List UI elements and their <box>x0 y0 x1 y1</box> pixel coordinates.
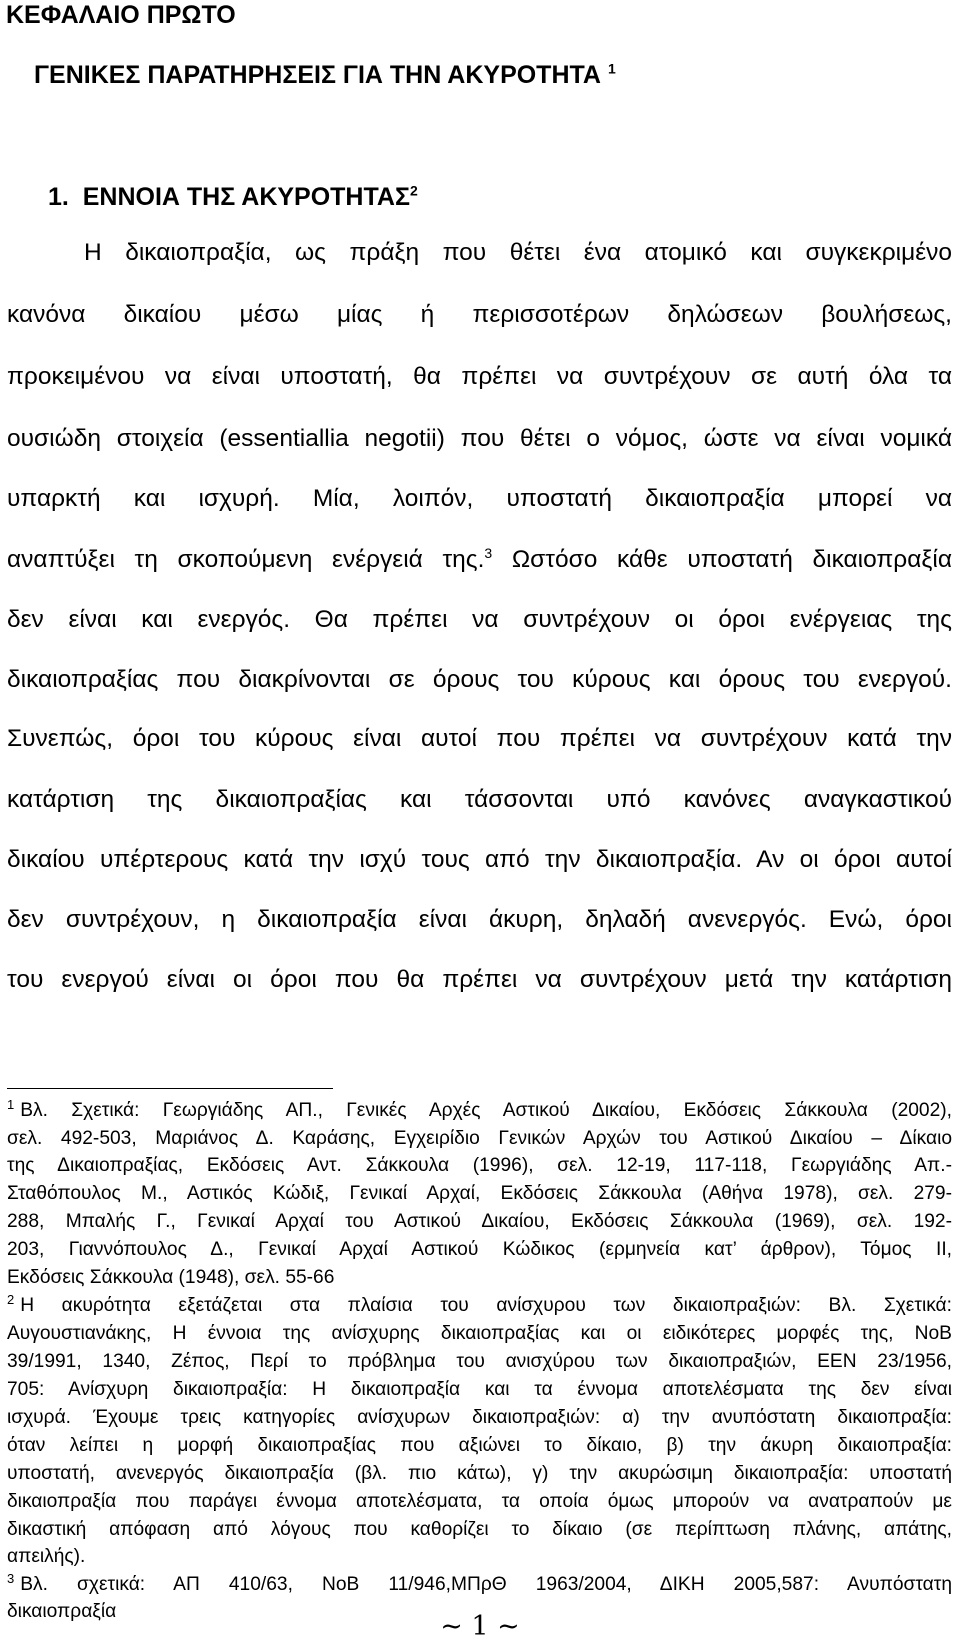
body-line: του ενεργού είναι οι όροι που θα πρέπει να συντρέχουν μετά την κατάρτιση <box>7 966 952 993</box>
page-number: ~ 1 ~ <box>440 1611 520 1642</box>
body-line: δικαίου υπέρτερους κατά την ισχύ τους από την δικαιοπραξία. Αν οι όροι αυτοί <box>7 846 952 873</box>
body-line: ουσιώδη στοιχεία (essentiallia negotii) που θέτει ο νόμος, ώστε να είναι νομικά <box>7 425 952 452</box>
body-line: δεν συντρέχουν, η δικαιοπραξία είναι άκυρη, δηλαδή ανενεργός. Ενώ, όροι <box>7 906 952 933</box>
footnote-ref-3[interactable]: 3 <box>484 544 493 561</box>
footnote-2-line: όταν λείπει η μορφή δικαιοπραξίας που αξιώνει το δίκαιο, β) την άκυρη δικαιοπραξία: <box>7 1435 952 1456</box>
footnote-3-line: $^3$ Βλ. σχετικά: ΑΠ 410/63, ΝοΒ 11/946,ΜΠρΘ 1963/2004, ΔΙΚΗ 2005,587: Ανυπόστατη <box>7 1570 952 1595</box>
body-line: υπαρκτή και ισχυρή. Μία, λοιπόν, υποστατή δικαιοπραξία μπορεί να <box>7 485 952 512</box>
footnote-1-line: σελ. 492-503, Μαριάνος Δ. Καράσης, Εγχειρίδιο Γενικών Αρχών του Αστικού Δικαίου – Δίκαιο <box>7 1128 952 1149</box>
footnote-number: 3 <box>7 1570 15 1586</box>
footnote-1-line: Εκδόσεις Σάκκουλα (1948), σελ. 55-66 <box>7 1267 335 1288</box>
footnote-number: 2 <box>7 1291 15 1307</box>
section-title: ΓΕΝΙΚΕΣ ΠΑΡΑΤΗΡΗΣΕΙΣ ΓΙΑ ΤΗΝ ΑΚΥΡΟΤΗΤΑ $^1$ <box>34 60 616 89</box>
footnote-number: 1 <box>7 1096 15 1112</box>
footnote-ref-2[interactable]: 2 <box>409 182 418 199</box>
subsection-title: 1. ΕΝΝΟΙΑ ΤΗΣ ΑΚΥΡΟΤΗΤΑΣ$^2$ <box>48 182 418 211</box>
body-line: προκειμένου να είναι υποστατή, θα πρέπει να συντρέχουν σε αυτή όλα τα <box>7 363 952 390</box>
footnote-2-line: απειλής). <box>7 1546 86 1567</box>
body-line: δεν είναι και ενεργός. Θα πρέπει να συντρέχουν οι όροι ενέργειας της <box>7 606 952 633</box>
footnote-1-line: Σταθόπουλος Μ., Αστικός Κώδιξ, Γενικαί Αρχαί, Εκδόσεις Σάκκουλα (Αθήνα 1978), σελ. 279- <box>7 1183 952 1204</box>
body-line: Συνεπώς, όροι του κύρους είναι αυτοί που πρέπει να συντρέχουν κατά την <box>7 725 952 752</box>
footnote-separator <box>7 1088 333 1089</box>
footnote-1-line: 203, Γιαννόπουλος Δ., Γενικαί Αρχαί Αστικού Κώδικος (ερμηνεία κατ’ άρθρον), Τόμος ΙΙ, <box>7 1239 952 1260</box>
footnote-1-line: 288, Μπαλής Γ., Γενικαί Αρχαί του Αστικού Δικαίου, Εκδόσεις Σάκκουλα (1969), σελ. 192- <box>7 1211 952 1232</box>
body-line: κατάρτιση της δικαιοπραξίας και τάσσονται υπό κανόνες αναγκαστικού <box>7 786 952 813</box>
footnote-1-line: της Δικαιοπραξίας, Εκδόσεις Αντ. Σάκκουλα (1996), σελ. 12-19, 117-118, Γεωργιάδης Απ.- <box>7 1155 952 1176</box>
footnote-2-line: 39/1991, 1340, Ζέπος, Περί το πρόβλημα του ανισχύρου των δικαιοπραξιών, ΕΕΝ 23/1956, <box>7 1351 952 1372</box>
footnote-ref-1[interactable]: 1 <box>607 60 616 77</box>
footnote-2-line: $^2$ Η ακυρότητα εξετάζεται στα πλαίσια του ανίσχυρου των δικαιοπραξιών: Βλ. Σχετικά: <box>7 1291 952 1316</box>
footnote-2-line: δικαστική απόφαση από λόγους που καθορίζει το δίκαιο (σε περίπτωση πλάνης, απάτης, <box>7 1519 952 1540</box>
footnote-2-line: 705: Ανίσχυρη δικαιοπραξία: Η δικαιοπραξία και τα έννομα αποτελέσματα της δεν είναι <box>7 1379 952 1400</box>
body-line: δικαιοπραξίας που διακρίνονται σε όρους του κύρους και όρους του ενεργού. <box>7 666 952 693</box>
footnote-2-line: δικαιοπραξία που παράγει έννομα αποτελέσματα, τα οποία όμως μπορούν να ανατραπούν με <box>7 1491 952 1512</box>
body-line: Η δικαιοπραξία, ως πράξη που θέτει ένα ατομικό και συγκεκριμένο <box>84 239 952 266</box>
footnote-3-line: δικαιοπραξία <box>7 1601 117 1622</box>
footnote-2-line: ισχυρά. Έχουμε τρεις κατηγορίες ανίσχυρων δικαιοπραξιών: α) την ανυπόστατη δικαιοπραξία: <box>7 1407 952 1428</box>
footnote-2-line: Αυγουστιανάκης, Η έννοια της ανίσχυρης δικαιοπραξίας και οι ειδικότερες μορφές της, ΝοΒ <box>7 1323 952 1344</box>
body-line: αναπτύξει τη σκοπούμενη ενέργειά της.$^3$ Ωστόσο κάθε υποστατή δικαιοπραξία <box>7 544 952 573</box>
body-line: κανόνα δικαίου μέσω μίας ή περισσοτέρων δηλώσεων βουλήσεως, <box>7 301 952 328</box>
footnote-1-line: $^1$ Βλ. Σχετικά: Γεωργιάδης ΑΠ., Γενικές Αρχές Αστικού Δικαίου, Εκδόσεις Σάκκουλα (2002), <box>7 1096 952 1121</box>
footnote-2-line: υποστατή, ανενεργός δικαιοπραξία (βλ. πιο κάτω), γ) την ακυρώσιμη δικαιοπραξία: υποστατή <box>7 1463 952 1484</box>
chapter-title: ΚΕΦΑΛΑΙΟ ΠΡΩΤΟ <box>6 1 236 29</box>
